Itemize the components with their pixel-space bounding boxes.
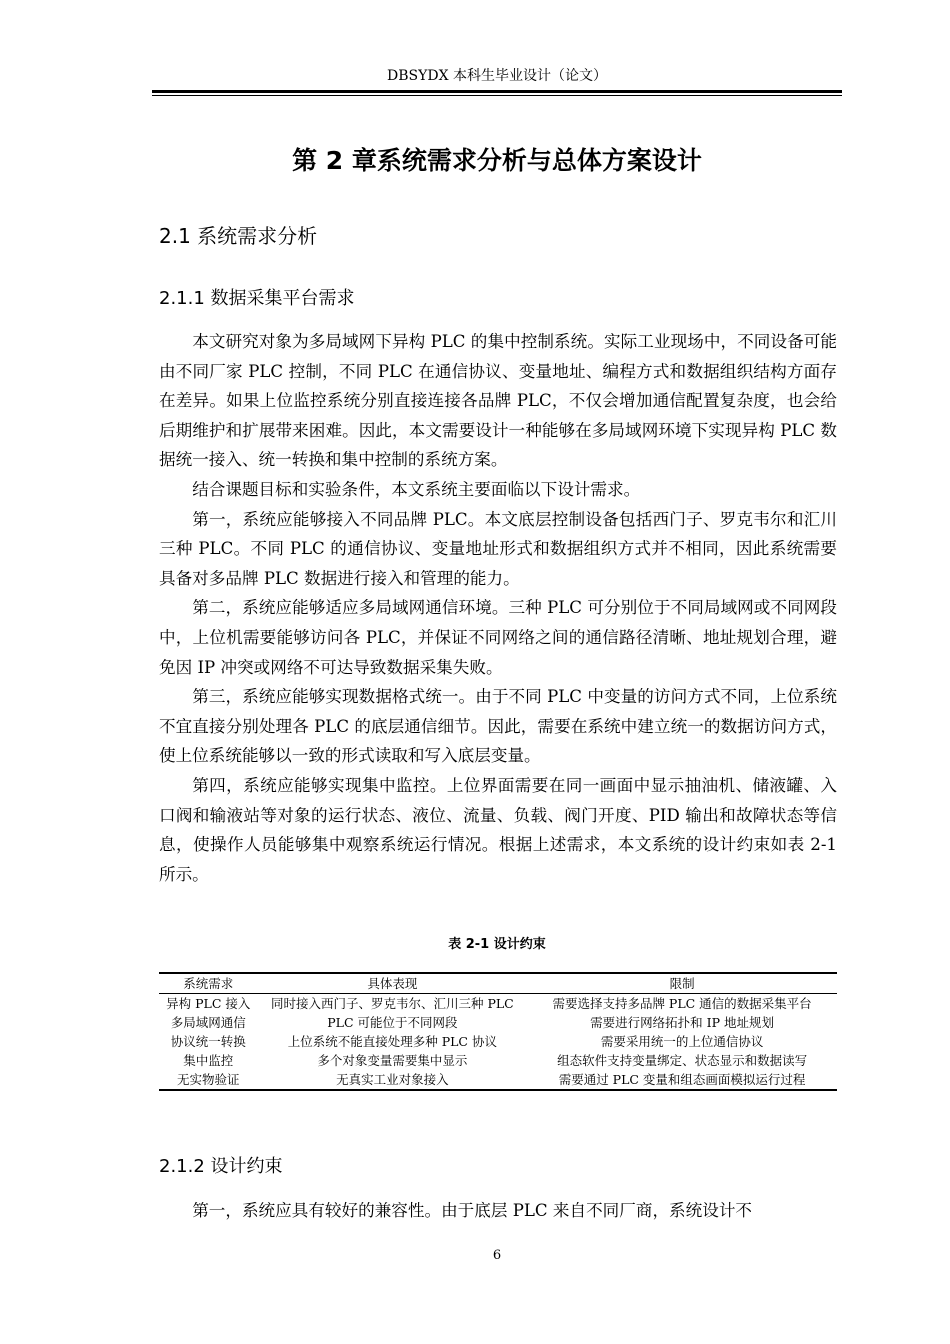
table-row bbox=[159, 994, 837, 1014]
table-cell: 集中监控 bbox=[183, 1053, 234, 1068]
table-header-cell: 具体表现 bbox=[258, 973, 528, 994]
table-cell: 需要进行网络拓扑和 IP 地址规划 bbox=[590, 1015, 774, 1030]
body-text bbox=[159, 327, 837, 889]
chapter-title: 第 2 章系统需求分析与总体方案设计 bbox=[292, 146, 702, 175]
table-cell: 同时接入西门子、罗克韦尔、汇川三种 PLC bbox=[270, 996, 514, 1011]
table-cell: 协议统一转换 bbox=[170, 1034, 246, 1049]
table-cell: 需要采用统一的上位通信协议 bbox=[600, 1034, 764, 1049]
table-cell: 多个对象变量需要集中显示 bbox=[317, 1053, 468, 1068]
running-header: DBSYDX 本科生毕业设计（论文） bbox=[387, 68, 607, 84]
paragraph: 第四，系统应能够实现集中监控。上位界面需要在同一画面中显示抽油机、储液罐、入口阀和输液站等对象的运行状态、液位、流量、负载、阀门开度、PID 输出和故障状态等信息，使操作人员能够集中观察系统运行情况。根据上述需求，本文系统的设计约束如表 2-1 所示。 bbox=[159, 775, 837, 884]
table-header-row bbox=[159, 973, 837, 994]
subsection-heading-1: 2.1.1 数据采集平台需求 bbox=[159, 288, 355, 309]
table-cell: 组态软件支持变量绑定、状态显示和数据读写 bbox=[557, 1053, 808, 1068]
table-row bbox=[159, 1070, 837, 1090]
paragraph: 第一，系统应具有较好的兼容性。由于底层 PLC 来自不同厂商，系统设计不 bbox=[192, 1201, 753, 1220]
header-rule-thick bbox=[152, 90, 842, 93]
paragraph: 第三，系统应能够实现数据格式统一。由于不同 PLC 中变量的访问方式不同，上位系统不宜直接分别处理各 PLC 的底层通信细节。因此，需要在系统中建立统一的数据访问方式，使上位系统能够以一致的形式读取和写入底层变量。 bbox=[159, 687, 837, 766]
paragraph: 本文研究对象为多局域网下异构 PLC 的集中控制系统。实际工业现场中，不同设备可能由不同厂家 PLC 控制，不同 PLC 在通信协议、变量地址、编程方式和数据组织结构方面存在差异。如果上位监控系统分别直接连接各品牌 PLC，不仅会增加通信配置复杂度，也会给后期维护和扩展带来困难。因此，本文需要设计一种能够在多局域网环境下实现异构 PLC 数据统一接入、统一转换和集中控制的系统方案。 bbox=[159, 332, 837, 470]
table-row bbox=[159, 1032, 837, 1051]
table-row bbox=[159, 1051, 837, 1070]
paragraph: 第一，系统应能够接入不同品牌 PLC。本文底层控制设备包括西门子、罗克韦尔和汇川三种 PLC。不同 PLC 的通信协议、变量地址形式和数据组织方式并不相同，因此系统需要具备对多品牌 PLC 数据进行接入和管理的能力。 bbox=[159, 509, 837, 588]
table-header-cell: 限制 bbox=[527, 973, 837, 994]
paragraph: 结合课题目标和实验条件，本文系统主要面临以下设计需求。 bbox=[192, 479, 641, 499]
page-number: 6 bbox=[492, 1248, 502, 1263]
table-header-cell: 系统需求 bbox=[159, 973, 258, 994]
table-cell: 上位系统不能直接处理多种 PLC 协议 bbox=[287, 1034, 497, 1049]
body-text-continued bbox=[159, 1196, 837, 1226]
table-cell: 异构 PLC 接入 bbox=[166, 996, 251, 1011]
section-heading: 2.1 系统需求分析 bbox=[159, 224, 318, 248]
table-cell: PLC 可能位于不同网段 bbox=[327, 1015, 458, 1030]
table-cell: 无真实工业对象接入 bbox=[258, 1070, 528, 1090]
table-cell: 无实物验证 bbox=[159, 1070, 258, 1090]
table-cell: 需要选择支持多品牌 PLC 通信的数据采集平台 bbox=[552, 996, 812, 1011]
paragraph: 第二，系统应能够适应多局域网通信环境。三种 PLC 可分别位于不同局域网或不同网段中，上位机需要能够访问各 PLC，并保证不同网络之间的通信路径清晰、地址规划合理，避免因 IP 冲突或网络不可达导致数据采集失败。 bbox=[159, 598, 837, 677]
table-cell: 需要通过 PLC 变量和组态画面模拟运行过程 bbox=[527, 1070, 837, 1090]
subsection-heading-2: 2.1.2 设计约束 bbox=[159, 1156, 283, 1177]
table-caption: 表 2-1 设计约束 bbox=[448, 937, 546, 952]
design-constraints-table bbox=[159, 972, 837, 1091]
header-rule-thin bbox=[152, 95, 842, 96]
table-cell: 多局域网通信 bbox=[170, 1015, 246, 1030]
table-row bbox=[159, 1013, 837, 1032]
